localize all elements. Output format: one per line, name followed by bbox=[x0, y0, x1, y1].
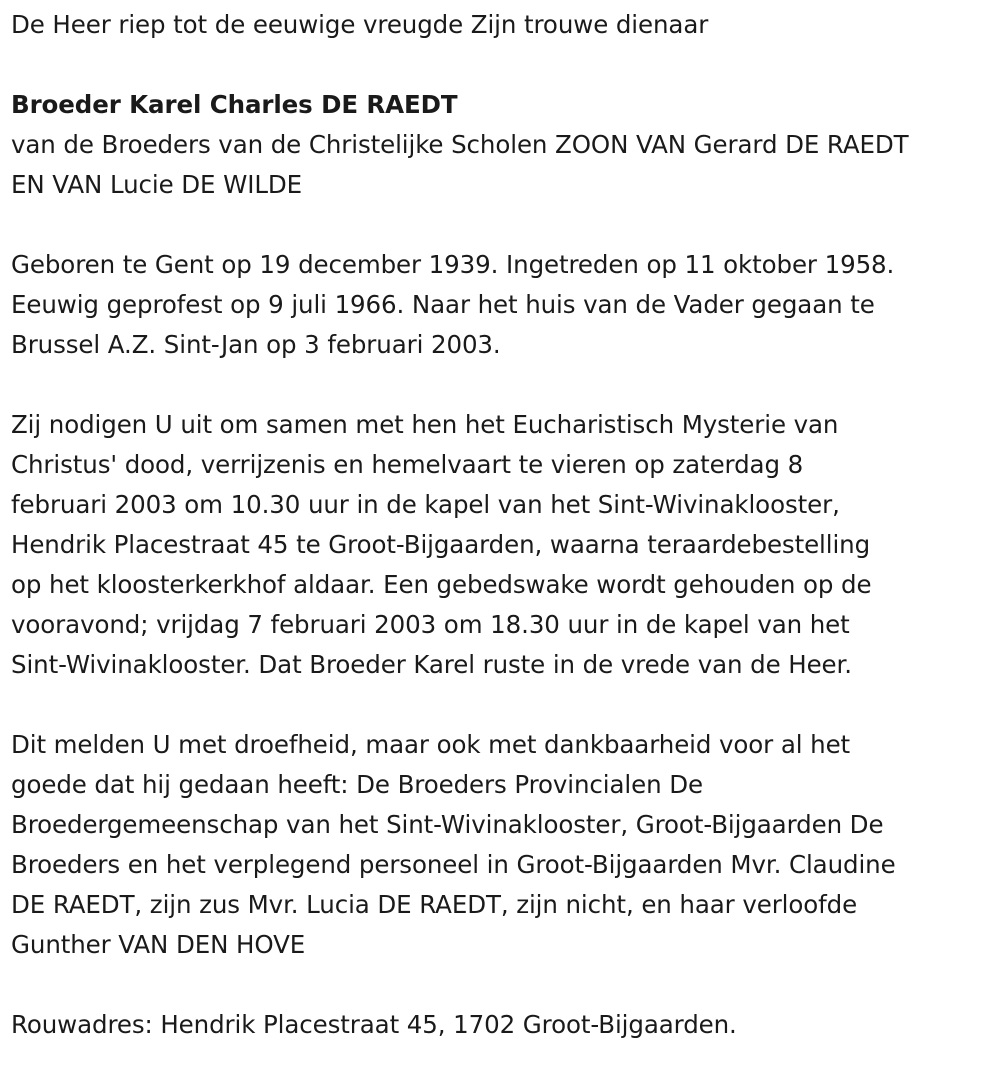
affiliation-line: van de Broeders van de Christelijke Scholen ZOON VAN Gerard DE RAEDT bbox=[11, 130, 909, 159]
spacer bbox=[11, 365, 991, 405]
spacer bbox=[11, 965, 991, 1005]
spacer bbox=[11, 685, 991, 725]
invitation-line: Zij nodigen U uit om samen met hen het Eucharistisch Mysterie van bbox=[11, 410, 839, 439]
announcement-line: Dit melden U met droefheid, maar ook met dankbaarheid voor al het bbox=[11, 730, 851, 759]
obituary-notice bbox=[11, 5, 991, 1045]
announcement-line: Gunther VAN DEN HOVE bbox=[11, 930, 306, 959]
life-line: Geboren te Gent op 19 december 1939. Ingetreden op 11 oktober 1958. bbox=[11, 250, 895, 279]
invitation-line: februari 2003 om 10.30 uur in de kapel van het Sint-Wivinaklooster, bbox=[11, 490, 840, 519]
invitation-line: Christus' dood, verrijzenis en hemelvaart te vieren op zaterdag 8 bbox=[11, 450, 804, 479]
announcement-line: goede dat hij gedaan heeft: De Broeders Provincialen De bbox=[11, 770, 703, 799]
invitation-line: vooravond; vrijdag 7 februari 2003 om 18.30 uur in de kapel van het bbox=[11, 610, 850, 639]
affiliation-line: EN VAN Lucie DE WILDE bbox=[11, 170, 303, 199]
invitation-line: Hendrik Placestraat 45 te Groot-Bijgaarden, waarna teraardebestelling bbox=[11, 530, 871, 559]
announcement-line: Broeders en het verplegend personeel in Groot-Bijgaarden Mvr. Claudine bbox=[11, 850, 896, 879]
life-line: Eeuwig geprofest op 9 juli 1966. Naar het huis van de Vader gegaan te bbox=[11, 290, 875, 319]
announcement-line: DE RAEDT, zijn zus Mvr. Lucia DE RAEDT, zijn nicht, en haar verloofde bbox=[11, 890, 858, 919]
deceased-name: Broeder Karel Charles DE RAEDT bbox=[11, 90, 458, 119]
announcement-line: Broedergemeenschap van het Sint-Wivinaklooster, Groot-Bijgaarden De bbox=[11, 810, 884, 839]
spacer bbox=[11, 205, 991, 245]
spacer bbox=[11, 45, 991, 85]
invitation-line: Sint-Wivinaklooster. Dat Broeder Karel ruste in de vrede van de Heer. bbox=[11, 650, 852, 679]
life-line: Brussel A.Z. Sint-Jan op 3 februari 2003. bbox=[11, 330, 501, 359]
mourning-address: Rouwadres: Hendrik Placestraat 45, 1702 Groot-Bijgaarden. bbox=[11, 1010, 737, 1039]
invitation-line: op het kloosterkerkhof aldaar. Een gebedswake wordt gehouden op de bbox=[11, 570, 872, 599]
intro-text: De Heer riep tot de eeuwige vreugde Zijn trouwe dienaar bbox=[11, 10, 709, 39]
